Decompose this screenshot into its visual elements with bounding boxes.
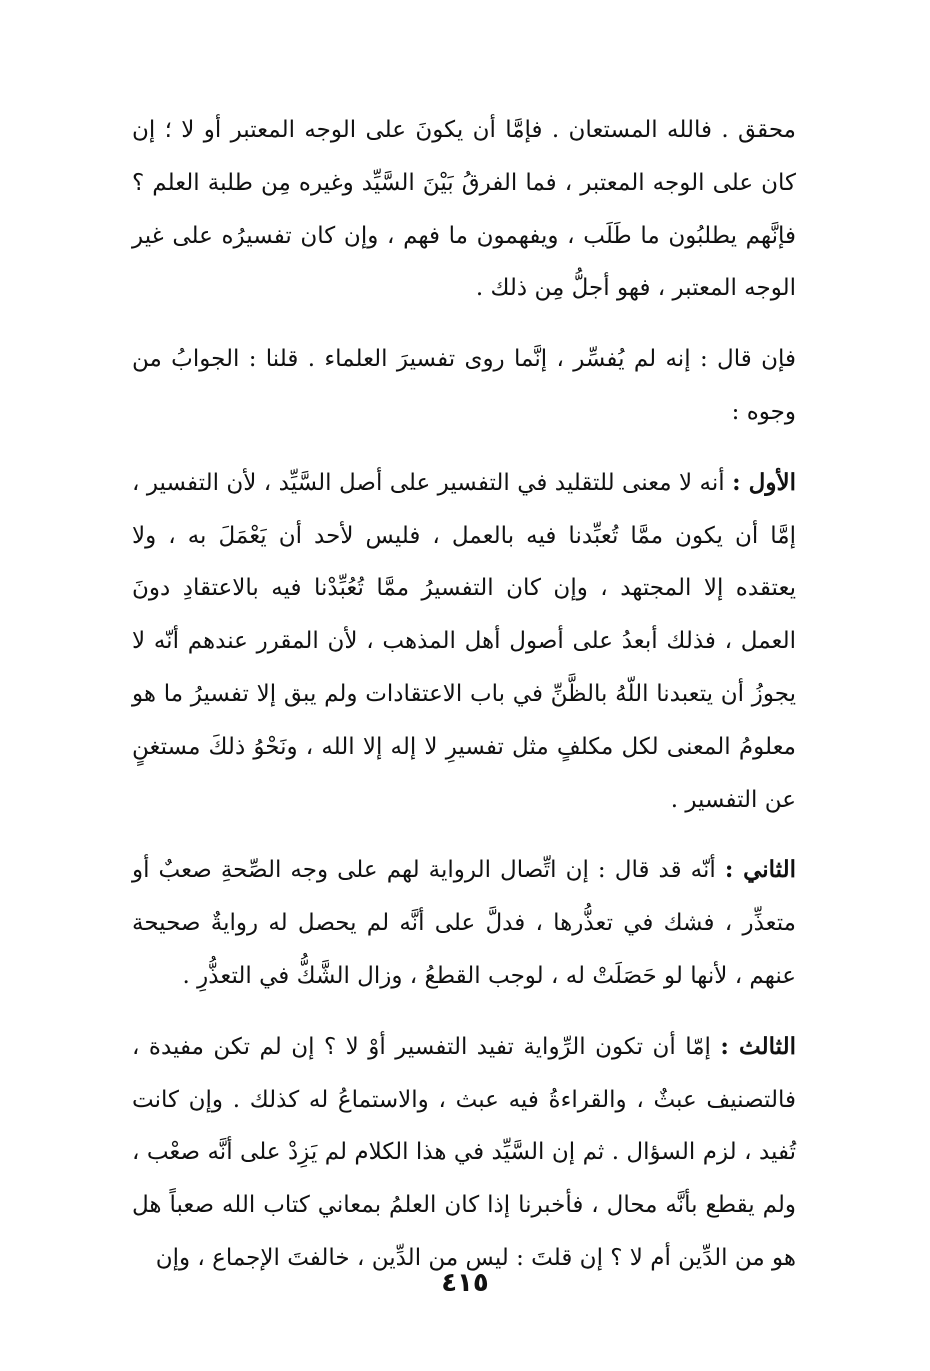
paragraph-5-text: إمّا أن تكون الرِّواية تفيد التفسير أوْ لا ؟ إن لم تكن مفيدة ، فالتصنيف عبثٌ ، والقراءةُ فيه عبث ، والاستماعُ له كذلك . وإن كانت تُفيد ، لزم السؤال . ثم إن السَّيِّد في هذا الكلام لم يَزِدْ على أنَّه صعْب ، ولم يقطع بأنَّه محال ، فأخبرنا إذا كان العلمُ بمعاني كتاب الله صعباً هل هو من الدِّين أم لا ؟ إن قلتَ : ليس من الدِّين ، خالفتَ الإجماع ، وإن [132,1033,796,1271]
paragraph-4 [132,844,796,1002]
paragraph-2-text: فإن قال : إنه لم يُفسِّر ، إنَّما روى تفسيرَ العلماء . قلنا : الجوابُ من وجوه : [132,346,796,425]
paragraph-1 [132,104,796,315]
paragraph-4-text: أنّه قد قال : إن اتِّصال الرواية لهم على وجه الصِّحةِ صعبٌ أو متعذِّر ، فشك في تعذُّرها ، فدلَّ على أنَّه لم يحصل له روايةٌ صحيحة عنهم ، لأنها لو حَصَلَتْ له ، لوجب القطعُ ، وزال الشَّكُّ في التعذُّرِ . [132,857,796,989]
paragraph-5 [132,1021,796,1285]
page-number: ٤١٥ [441,1268,489,1298]
paragraph-5-lead: الثالث : [720,1032,796,1060]
paragraph-4-lead: الثاني : [724,856,796,884]
paragraph-3 [132,457,796,827]
paragraph-3-text: أنه لا معنى للتقليد في التفسير على أصل السَّيِّد ، لأن التفسير ، إمَّا أن يكون ممَّا تُعبِّدنا فيه بالعمل ، فليس لأحد أن يَعْمَلَ به ، ولا يعتقده إلا المجتهد ، وإن كان التفسيرُ ممَّا تُعُبِّدْنا فيه بالاعتقادِ دونَ العمل ، فذلك أبعدُ على أصول أهل المذهب ، لأن المقرر عندهم أنّه لا يجوزُ أن يتعبدنا اللّهُ بالظَّنِّ في باب الاعتقادات ولم يبق إلا تفسيرُ ما هو معلومُ المعنى لكل مكلفٍ مثل تفسيرِ لا إله إلا الله ، ونَحْوُ ذلكَ مستغنٍ عن التفسير . [132,469,796,813]
paragraph-2 [132,333,796,439]
paragraph-3-lead: الأول : [732,468,796,496]
paragraph-1-text: محقق . فالله المستعان . فإمَّا أن يكونَ على الوجه المعتبر أو لا ؛ إن كان على الوجه المعتبر ، فما الفرقُ بَيْنَ السَّيِّد وغيره مِن طلبة العلم ؟ فإنَّهم يطلبُون ما طَلَب ، ويفهمون ما فهم ، وإن كان تفسيرُه على غير الوجه المعتبر ، فهو أجلُّ مِن ذلك . [132,117,796,302]
page-text-block [132,104,796,1285]
